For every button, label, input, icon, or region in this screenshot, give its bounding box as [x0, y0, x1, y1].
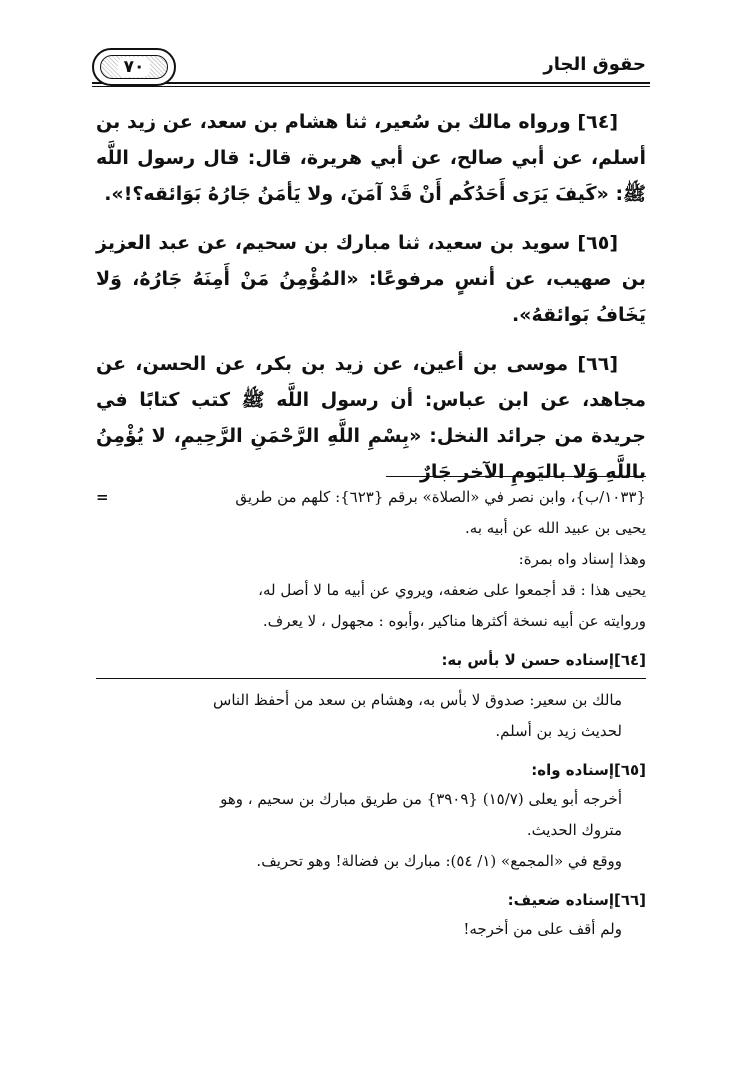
- footnote-heading-64: [٦٤]إسناده حسن لا بأس به:: [441, 651, 646, 669]
- footnote-continuation: [96, 482, 646, 513]
- footnote-line: وهذا إسناد واه بمرة:: [518, 550, 646, 568]
- footnote-line: ولم أقف على من أخرجه!: [463, 920, 622, 938]
- main-text: [96, 104, 646, 490]
- page-number-badge: [92, 48, 176, 86]
- page-number-ornament: [100, 55, 168, 79]
- footnote-heading-66: [٦٦]إسناده ضعيف:: [507, 891, 646, 909]
- hadith-66: [٦٦] موسى بن أعين، عن زيد بن بكر، عن الحسن، عن مجاهد، عن ابن عباس: أن رسول اللَّه ﷺ كتب كتابًا في جريدة من جرائد النخل: «بِسْمِ اللَّهِ الرَّحْمَنِ الرَّحِيمِ، لا يُؤْمِنُ باللَّهِ وَلا باليَومِ الآخر جَارٌ: [96, 353, 646, 483]
- footnote-line: يحيى بن عبيد الله عن أبيه به.: [465, 519, 646, 537]
- footnote-line: أخرجه أبو يعلى (١٥/٧) {٣٩٠٩} من طريق مبارك بن سحيم ، وهو: [220, 790, 622, 808]
- continuation-line: {١٠٣٣/ب}، وابن نصر في «الصلاة» برقم {٦٢٣}: كلهم من طريق: [235, 488, 646, 506]
- footnote-line: لحديث زيد بن أسلم.: [495, 722, 622, 740]
- footnote-line: وروايته عن أبيه نسخة أكثرها مناكير ،وأبوه : مجهول ، لا يعرف.: [262, 612, 646, 630]
- hadith-64: [٦٤] ورواه مالك بن سُعير، ثنا هشام بن سعد، عن زيد بن أسلم، عن أبي صالح، عن أبي هريرة، قال: قال رسول اللَّه ﷺ: «كَيفَ يَرَى أَحَدُكُم أَنْ قَدْ آمَنَ، ولا يَأمَنُ جَارُهُ بَوَائقه؟!».: [96, 111, 646, 205]
- hadith-65: [٦٥] سويد بن سعيد، ثنا مبارك بن سحيم، عن عبد العزيز بن صهيب، عن أنسٍ مرفوعًا: «المُؤْمِنُ مَنْ أَمِنَهُ جَارُهُ، وَلا يَخَافُ بَوائقهُ».: [96, 232, 646, 326]
- footnote-rule: [96, 678, 646, 679]
- page-number: ٧٠: [118, 57, 151, 77]
- footnote-line: ووقع في «المجمع» (١/ ٥٤): مبارك بن فضالة! وهو تحريف.: [256, 852, 622, 870]
- header-rule: [92, 82, 650, 84]
- header-rule-thin: [92, 86, 650, 87]
- running-title: حقوق الجار: [543, 54, 646, 75]
- page-header: [92, 48, 650, 88]
- footnotes: [96, 482, 646, 945]
- continuation-marker: =: [96, 488, 109, 506]
- footnote-line: متروك الحديث.: [526, 821, 622, 839]
- footnote-line: يحيى هذا : قد أجمعوا على ضعفه، ويروي عن أبيه ما لا أصل له،: [258, 581, 646, 599]
- footnote-line: مالك بن سعير: صدوق لا بأس به، وهشام بن سعد من أحفظ الناس: [213, 691, 622, 709]
- footnote-heading-65: [٦٥]إسناده واه:: [531, 761, 646, 779]
- footnote-divider: [386, 476, 646, 477]
